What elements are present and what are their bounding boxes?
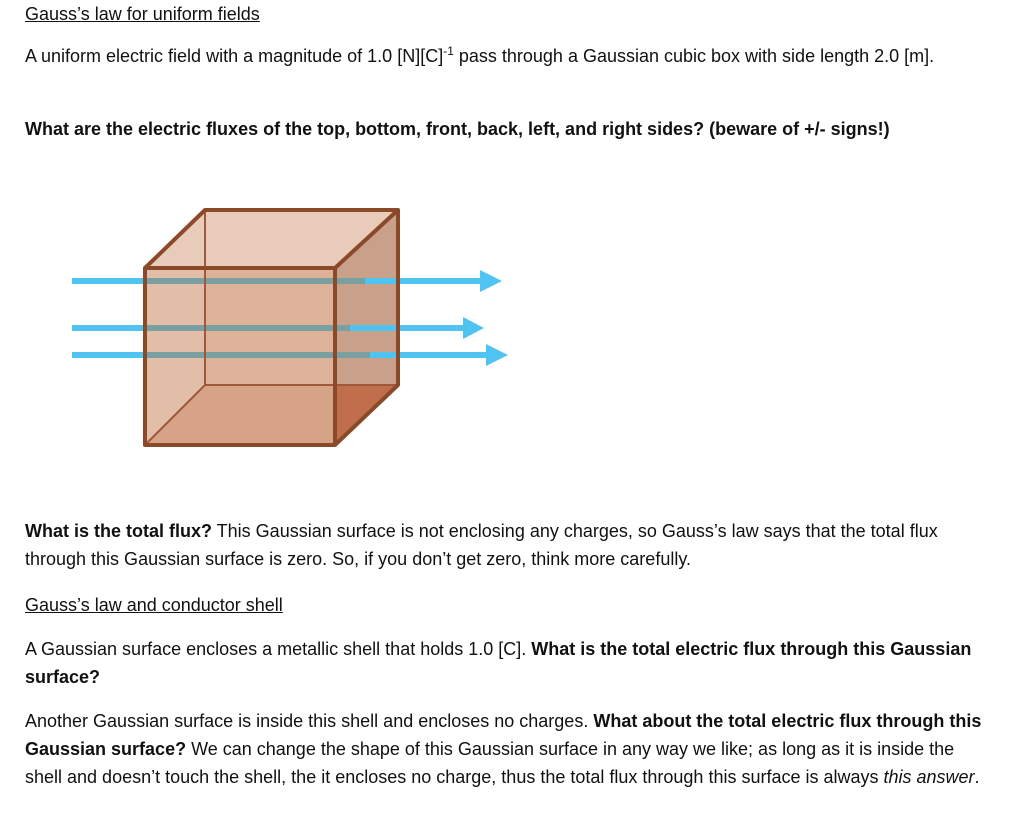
flux-question-text: What are the electric fluxes of the top, bottom, front, back, left, and right sides? (beware of +/- signs!): [25, 119, 890, 139]
exponent-superscript: -1: [443, 44, 454, 58]
gaussian-cube-figure: [70, 205, 520, 455]
flux-question: [25, 115, 985, 143]
shell-question: What is the total electric flux through this Gaussian surface?: [25, 639, 972, 687]
field-arrowhead-bottom: [486, 344, 508, 366]
field-arrowhead-top: [480, 270, 502, 292]
inner-surface-text: Another Gaussian surface is inside this shell and encloses no charges.: [25, 711, 594, 731]
inner-surface-paragraph: [25, 707, 985, 791]
intro-text-b: pass through a Gaussian cubic box with side length 2.0 [m].: [453, 46, 935, 66]
intro-text-a: A uniform electric field with a magnitude of 1.0 [N][C]: [25, 46, 444, 66]
inner-surface-italic: this answer: [883, 767, 975, 787]
inner-surface-end: .: [974, 767, 980, 787]
total-flux-text: This Gaussian surface is not enclosing any charges, so Gauss’s law says that the total flux through this Gaussian surface is zero. So, if you don’t get zero, think more carefully.: [25, 521, 938, 569]
shell-paragraph: [25, 635, 985, 691]
shell-text: A Gaussian surface encloses a metallic shell that holds 1.0 [C].: [25, 639, 532, 659]
intro-paragraph: [25, 42, 985, 70]
section-heading-uniform-fields: Gauss’s law for uniform fields: [25, 4, 260, 24]
total-flux-question: What is the total flux?: [25, 521, 212, 541]
total-flux-paragraph: [25, 517, 985, 573]
inner-surface-question: What about the total electric flux through this Gaussian surface?: [25, 711, 982, 759]
inner-surface-rest: We can change the shape of this Gaussian surface in any way we like; as long as it is inside the shell and doesn’t touch the shell, the it encloses no charge, thus the total flux through this surface is always: [25, 739, 955, 787]
section-heading-conductor-shell: Gauss’s law and conductor shell: [25, 595, 283, 615]
field-arrowhead-middle: [463, 317, 484, 339]
